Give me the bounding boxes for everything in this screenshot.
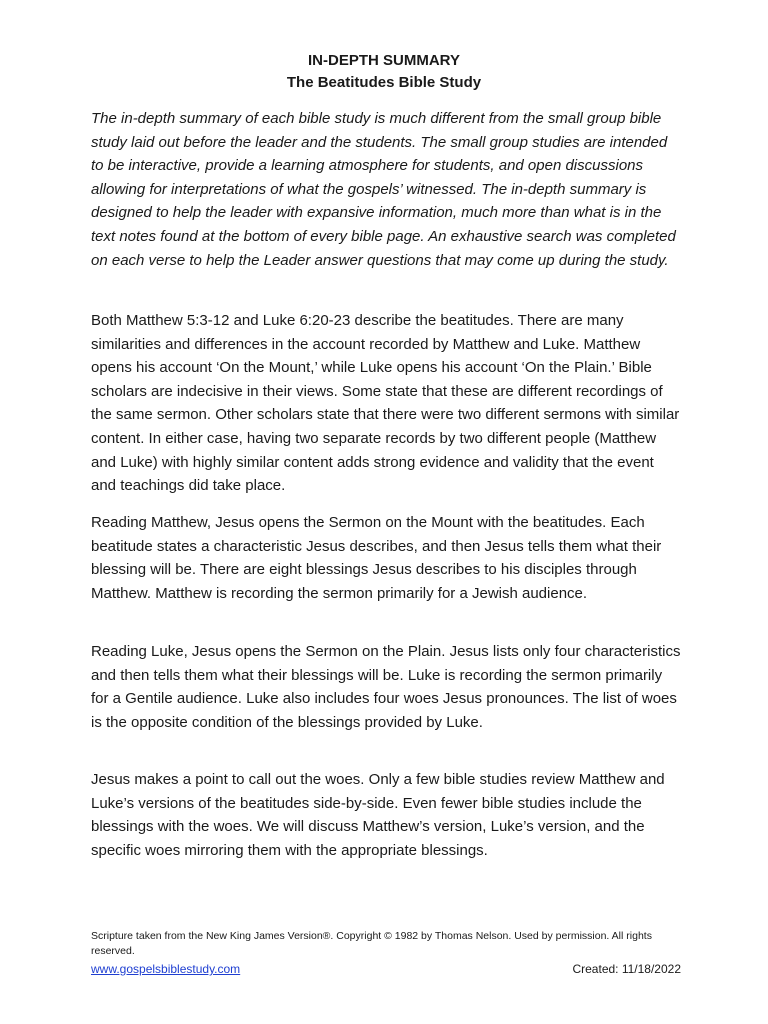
paragraph-text: Reading Matthew, Jesus opens the Sermon on the Mount with the beatitudes. Each beatitude states a characteristic Jesus describes, and then Jesus tells them what their blessing will be. There are eight blessings Jesus describes to his disciples through Matthew. Matthew is recording the sermon primarily for a Jewish audience. (91, 514, 662, 602)
paragraph-1 (91, 309, 683, 498)
paragraph-2 (91, 511, 683, 605)
intro-paragraph (91, 107, 683, 272)
paragraph-text: Reading Luke, Jesus opens the Sermon on the Plain. Jesus lists only four characteristics and then tells them what their blessings will be. Luke is recording the sermon primarily for a Gentile audience. Luke also includes four woes Jesus pronounces. The list of woes is the opposite condition of the blessings provided by Luke. (91, 643, 681, 731)
paragraph-text: Both Matthew 5:3-12 and Luke 6:20-23 describe the beatitudes. There are many similarities and differences in the account recorded by Matthew and Luke. Matthew opens his account ‘On the Mount,’ while Luke opens his account ‘On the Plain.’ Bible scholars are indecisive in their views. Some state that these are different recordings of the same sermon. Other scholars state that there were two different sermons with similar content. In either case, having two separate records by two different people (Matthew and Luke) with highly similar content adds strong evidence and validity that the event and teachings did take place. (91, 312, 680, 495)
website-link[interactable]: www.gospelsbiblestudy.com (91, 962, 241, 976)
document-subtitle: The Beatitudes Bible Study (286, 74, 482, 91)
paragraph-text: Jesus makes a point to call out the woes. Only a few bible studies review Matthew and Luke’s versions of the beatitudes side-by-side. Even fewer bible studies include the blessings with the woes. We will discuss Matthew’s version, Luke’s version, and the specific woes mirroring them with the appropriate blessings. (91, 771, 665, 859)
document-header (0, 50, 768, 94)
intro-text: The in-depth summary of each bible study is much different from the small group bible study laid out before the leader and the students. The small group studies are intended to be interactive, provide a learning atmosphere for students, and open discussions allowing for interpretations of what the gospels’ witnessed. The in-depth summary is designed to help the leader with expansive information, much more than what is in the text notes found at the bottom of every bible page. An exhaustive search was completed on each verse to help the Leader answer questions that may come up during the study. (91, 110, 676, 269)
created-date: Created: 11/18/2022 (572, 962, 681, 976)
paragraph-3 (91, 640, 683, 734)
copyright-notice: Scripture taken from the New King James Version®. Copyright © 1982 by Thomas Nelson. Used by permission. All rights reserved. (91, 930, 652, 957)
document-title: IN-DEPTH SUMMARY (308, 52, 460, 69)
paragraph-4 (91, 768, 683, 862)
